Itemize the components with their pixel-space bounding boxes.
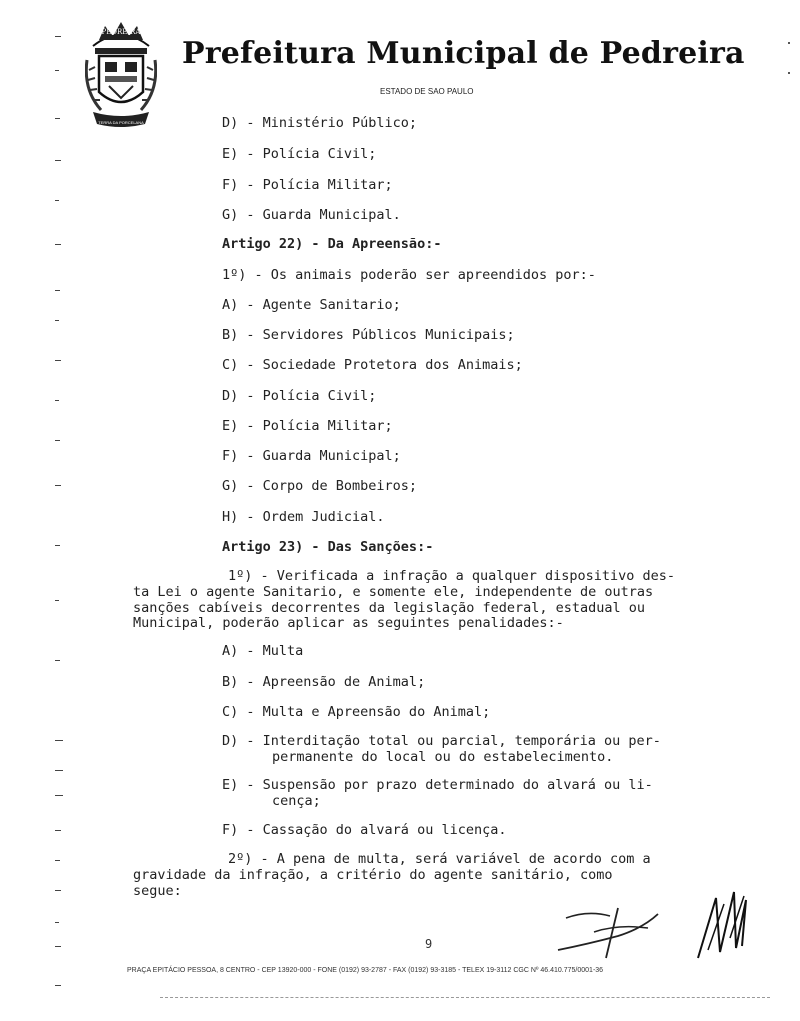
scan-mark [788,72,790,74]
text-line: F) - Cassação do alvará ou licença. [222,822,507,838]
scan-mark [788,42,790,44]
text-line: D) - Polícia Civil; [222,388,377,404]
text-line: F) - Guarda Municipal; [222,448,401,464]
text-line: B) - Apreensão de Animal; [222,674,426,690]
text-line: B) - Servidores Públicos Municipais; [222,327,515,343]
paragraph-line: 2º) - A pena de multa, será variável de acordo com a [228,851,651,867]
paragraph-line: sanções cabíveis decorrentes da legislação federal, estadual ou [133,600,646,616]
paragraph-line: gravidade da infração, a critério do agente sanitário, como [133,867,613,883]
crest-ribbon-text: TERRA DA PORCELANA [98,120,144,125]
footer-address: PRAÇA EPITÁCIO PESSOA, 8 CENTRO - CEP 13920-000 - FONE (0192) 93-2787 - FAX (0192) 93-3185 - TELEX 19-3112 CGC Nº 46.410.775/0001-36 [127,967,604,974]
paragraph-line: segue: [133,883,182,899]
page-number: 9 [425,937,433,951]
article-heading: Artigo 22) - Da Apreensão:- [222,236,442,252]
margin-marks [55,0,67,1021]
text-line: G) - Corpo de Bombeiros; [222,478,418,494]
text-line: A) - Multa [222,643,304,659]
text-line: F) - Polícia Militar; [222,177,393,193]
crest-banner-text: PEDREIRA [101,28,141,36]
text-line: E) - Suspensão por prazo determinado do alvará ou li- [222,777,653,793]
signature-icon [548,888,768,968]
page-title: Prefeitura Municipal de Pedreira [182,36,745,71]
footer-rule [160,997,770,999]
text-line: C) - Sociedade Protetora dos Animais; [222,357,523,373]
municipal-crest-icon [85,20,157,132]
text-line: cença; [272,793,321,809]
text-line: A) - Agente Sanitario; [222,297,401,313]
text-line: permanente do local ou do estabelecimento. [272,749,614,765]
paragraph-line: Municipal, poderão aplicar as seguintes penalidades:- [133,615,564,631]
paragraph-line: ta Lei o agente Sanitario, e somente ele, independente de outras [133,584,654,600]
text-line: D) - Interditação total ou parcial, temporária ou per- [222,733,661,749]
text-line: E) - Polícia Civil; [222,146,377,162]
state-subtitle: ESTADO DE SAO PAULO [380,87,474,96]
text-line: G) - Guarda Municipal. [222,207,401,223]
paragraph-line: 1º) - Verificada a infração a qualquer dispositivo des- [228,568,676,584]
text-line: D) - Ministério Público; [222,115,418,131]
text-line: C) - Multa e Apreensão do Animal; [222,704,491,720]
text-line: H) - Ordem Judicial. [222,509,385,525]
article-heading: Artigo 23) - Das Sanções:- [222,539,434,555]
text-line: 1º) - Os animais poderão ser apreendidos por:- [222,267,596,283]
text-line: E) - Polícia Militar; [222,418,393,434]
